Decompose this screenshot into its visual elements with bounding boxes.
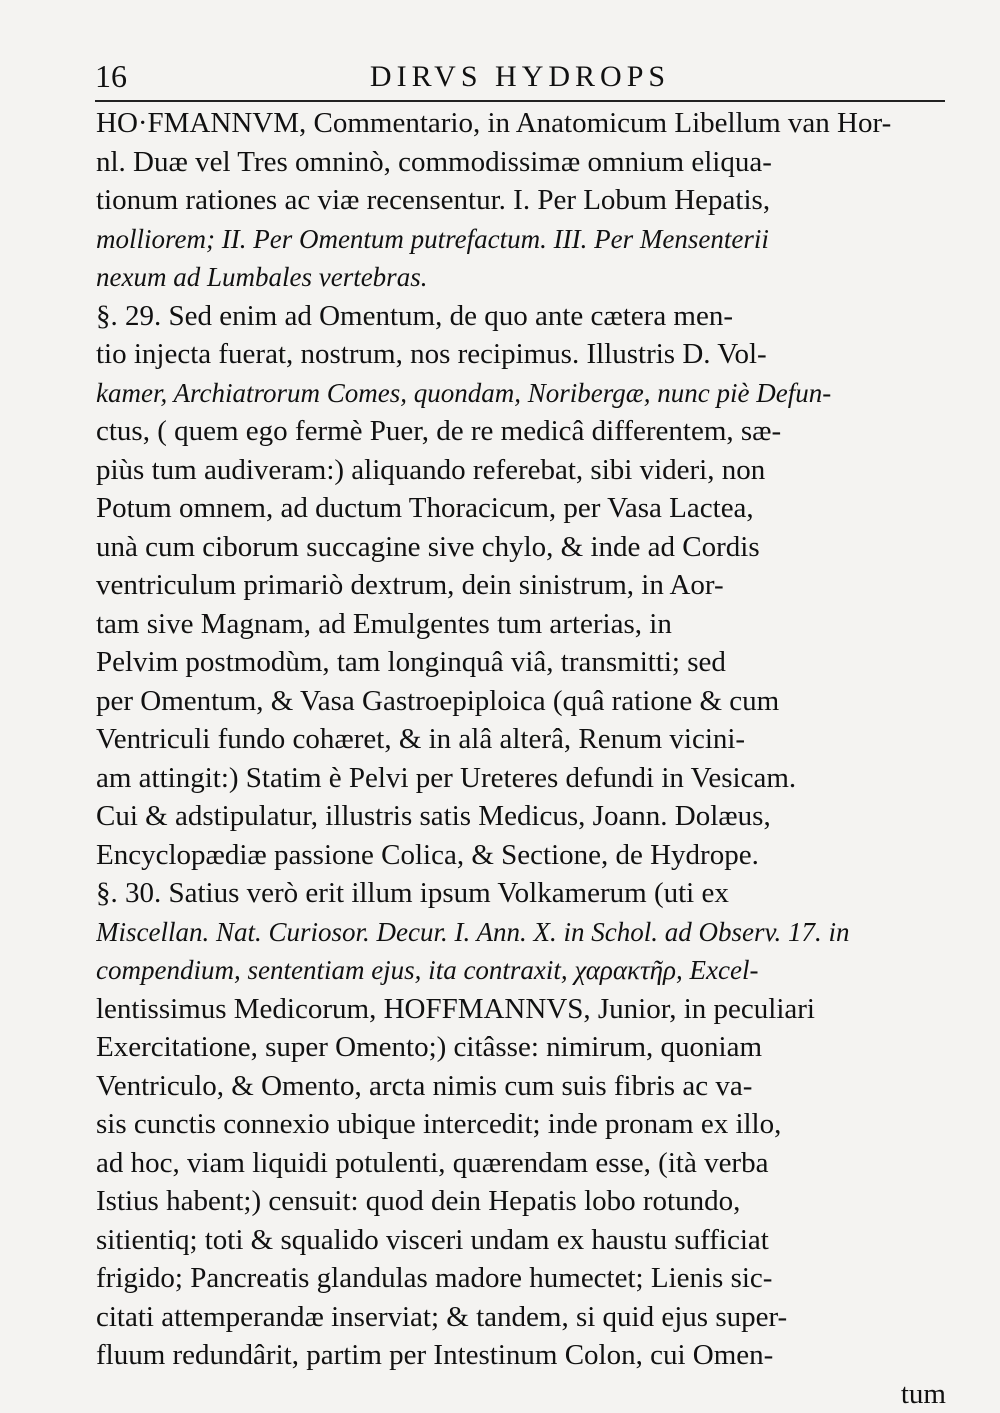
text-line: fluum redundârit, partim per Intestinum Colon, cui Omen- xyxy=(96,1336,946,1375)
text-line: §. 29. Sed enim ad Omentum, de quo ante cætera men- xyxy=(96,297,946,336)
page-header xyxy=(95,58,945,102)
text-line: §. 30. Satius verò erit illum ipsum Volkamerum (uti ex xyxy=(96,874,946,913)
text-line: Cui & adstipulatur, illustris satis Medicus, Joann. Dolæus, xyxy=(96,797,946,836)
text-line: ctus, ( quem ego fermè Puer, de re medicâ differentem, sæ- xyxy=(96,412,946,451)
text-line: am attingit:) Statim è Pelvi per Ureteres defundi in Vesicam. xyxy=(96,759,946,798)
text-line: kamer, Archiatrorum Comes, quondam, Noribergæ, nunc piè Defun- xyxy=(96,374,946,413)
text-line: compendium, sententiam ejus, ita contraxit, χαρακτῆρ, Excel- xyxy=(96,951,946,990)
text-line: tam sive Magnam, ad Emulgentes tum arterias, in xyxy=(96,605,946,644)
text-line: Istius habent;) censuit: quod dein Hepatis lobo rotundo, xyxy=(96,1182,946,1221)
body-text xyxy=(96,104,946,1413)
text-line: Exercitatione, super Omento;) citâsse: nimirum, quoniam xyxy=(96,1028,946,1067)
text-line: Encyclopædiæ passione Colica, & Sectione, de Hydrope. xyxy=(96,836,946,875)
text-line: Pelvim postmodùm, tam longinquâ viâ, transmitti; sed xyxy=(96,643,946,682)
text-line: nl. Duæ vel Tres omninò, commodissimæ omnium eliqua- xyxy=(96,143,946,182)
text-line: Miscellan. Nat. Curiosor. Decur. I. Ann. X. in Schol. ad Observ. 17. in xyxy=(96,913,946,952)
text-line: unà cum ciborum succagine sive chylo, & inde ad Cordis xyxy=(96,528,946,567)
text-line: sis cunctis connexio ubique intercedit; inde pronam ex illo, xyxy=(96,1105,946,1144)
page-number: 16 xyxy=(95,58,127,95)
text-line: per Omentum, & Vasa Gastroepiploica (quâ ratione & cum xyxy=(96,682,946,721)
text-line: tum xyxy=(96,1375,946,1413)
text-line: sitientiq; toti & squalido visceri undam ex haustu sufficiat xyxy=(96,1221,946,1260)
text-line: nexum ad Lumbales vertebras. xyxy=(96,258,946,297)
text-line: ventriculum primariò dextrum, dein sinistrum, in Aor- xyxy=(96,566,946,605)
text-line: molliorem; II. Per Omentum putrefactum. III. Per Mensenterii xyxy=(96,220,946,259)
text-line: ad hoc, viam liquidi potulenti, quærendam esse, (ità verba xyxy=(96,1144,946,1183)
text-line: frigido; Pancreatis glandulas madore humectet; Lienis sic- xyxy=(96,1259,946,1298)
text-line: citati attemperandæ inserviat; & tandem, si quid ejus super- xyxy=(96,1298,946,1337)
text-line: tio injecta fuerat, nostrum, nos recipimus. Illustris D. Vol- xyxy=(96,335,946,374)
text-line: tionum rationes ac viæ recensentur. I. Per Lobum Hepatis, xyxy=(96,181,946,220)
text-line: HO·FMANNVM, Commentario, in Anatomicum Libellum van Hor- xyxy=(96,104,946,143)
text-line: lentissimus Medicorum, HOFFMANNVS, Junior, in peculiari xyxy=(96,990,946,1029)
text-line: Potum omnem, ad ductum Thoracicum, per Vasa Lactea, xyxy=(96,489,946,528)
text-line: Ventriculi fundo cohæret, & in alâ alterâ, Renum vicini- xyxy=(96,720,946,759)
text-line: Ventriculo, & Omento, arcta nimis cum suis fibris ac va- xyxy=(96,1067,946,1106)
text-line: piùs tum audiveram:) aliquando referebat, sibi videri, non xyxy=(96,451,946,490)
running-head: DIRVS HYDROPS xyxy=(95,60,945,94)
